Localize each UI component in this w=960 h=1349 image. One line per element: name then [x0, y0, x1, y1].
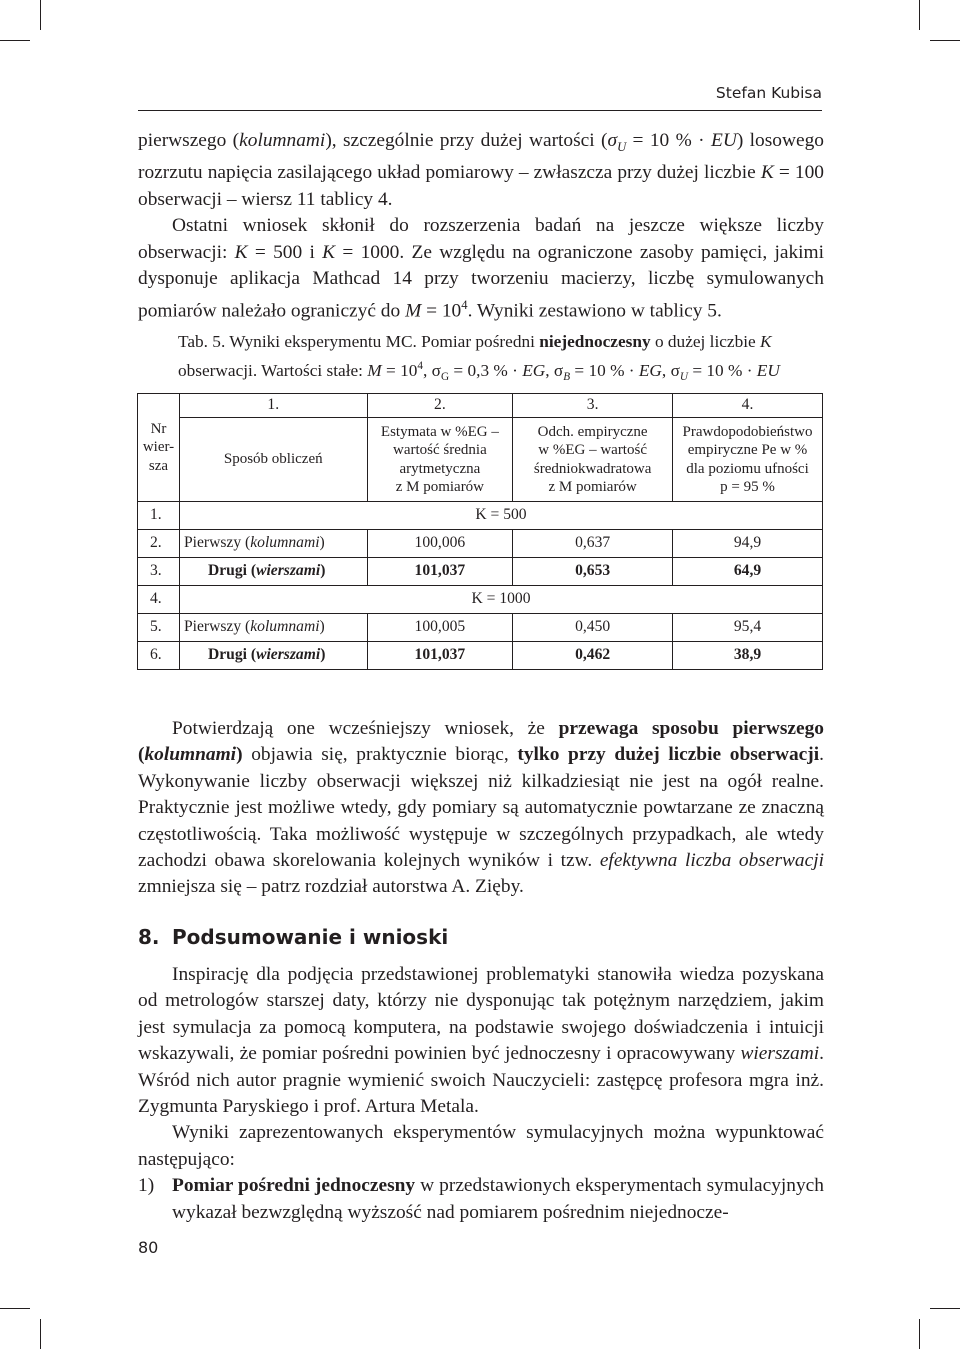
k-span-cell: K = 500 [179, 502, 822, 530]
header-rule [138, 110, 822, 111]
crop-mark [919, 0, 920, 30]
table-row: 6. Drugi (wierszami) 101,037 0,462 38,9 [138, 642, 823, 670]
crop-mark [930, 40, 960, 41]
col-header-deviation: Odch. empiryczne w %EG – wartość średniokwadratowa z M pomiarów [513, 418, 673, 502]
conclusion-paragraph: Potwierdzają one wcześniejszy wniosek, że przewaga sposobu pierwszego (kolumnami) objawia się, praktycznie biorąc, tylko przy dużej liczbie obserwacji. Wykonywanie liczby obserwacji większej niż kilkadziesiąt nie jest na ogół realne. Praktycznie jest możliwe wtedy, gdy pomiary są automatycznie powtarzane ze znaczną częstotliwością. Taka możliwość występuje w szczególnych przypadkach, ale wtedy zachodzi obawa skorelowania kolejnych wyników i tzw. efektywna liczba obserwacji zmniejsza się – patrz rozdział autorstwa A. Zięby. [138, 718, 825, 898]
crop-mark [0, 1308, 30, 1309]
table-row: 2. Pierwszy (kolumnami) 100,006 0,637 94,9 [138, 530, 823, 558]
section-heading [138, 925, 448, 949]
running-header [138, 84, 822, 102]
table-caption: Tab. 5. Wyniki eksperymentu MC. Pomiar pośredni niejednoczesny o dużej liczbie K obserwacji. Wartości stałe: $M = 10^4$, $\sigma_G = 0,3$ % · EG, $\sigma_B = 10$ % · EG, $\sigma_U = 10$ % · EU [178, 332, 780, 384]
crop-mark [0, 40, 30, 41]
col-num-3: 3. [513, 394, 673, 418]
k-span-cell: K = 1000 [179, 586, 822, 614]
col-num-1: 1. [179, 394, 367, 418]
results-table [137, 393, 823, 670]
table-row: 3. Drugi (wierszami) 101,037 0,653 64,9 [138, 558, 823, 586]
col-num-4: 4. [673, 394, 823, 418]
table-row: 5. Pierwszy (kolumnami) 100,005 0,450 95,4 [138, 614, 823, 642]
table-row: 1. K = 500 [138, 502, 823, 530]
col-num-2: 2. [367, 394, 513, 418]
section-number: 8. [138, 925, 160, 949]
table-header-row [138, 418, 823, 502]
section-paragraph-2: Wyniki zaprezentowanych eksperymentów symulacyjnych można wypunktować następująco: [138, 1122, 824, 1170]
conclusion-text [138, 716, 824, 901]
intro-text [138, 128, 824, 325]
col-header-probability: Prawdopodobieństwo empiryczne Pe w % dla poziomu ufności p = 95 % [673, 418, 823, 502]
col-header-method: Sposób obliczeń [179, 418, 367, 502]
list-marker: 1) [138, 1175, 155, 1197]
table-column-numbers-row [138, 394, 823, 418]
section-title-text: Podsumowanie i wnioski [172, 925, 449, 949]
method-cell: Drugi (wierszami) [179, 558, 367, 586]
header-author: Stefan Kubisa [715, 84, 822, 102]
col-header-estimate: Estymata w %EG – wartość średnia arytmetyczna z M pomiarów [367, 418, 513, 502]
intro-paragraph-2: Ostatni wniosek skłonił do rozszerzenia badań na jeszcze większe liczby obserwacji: K = 500 i K = 1000. Ze względu na ograniczone zasoby pamięci, jakimi dysponuje aplikacja Mathcad 14 przy tworzeniu macierzy, liczbę symulowanych pomiarów należało ograniczyć do $M = 10^4$. Wyniki zestawiono w tablicy 5. [138, 215, 824, 322]
table-row: 4. K = 1000 [138, 586, 823, 614]
method-cell: Pierwszy (kolumnami) [179, 614, 367, 642]
crop-mark [930, 1308, 960, 1309]
section-paragraph-1: Inspirację dla podjęcia przedstawionej problematyki stanowiła wiedza pozyskana od metrologów starszej daty, którzy nie dysponując tak potężnym narzędziem, jakim jest symulacja za pomocą komputera, na podstawie swojego doświadczenia i intuicji wskazywali, że pomiar pośredni powinien być jednoczesny i opracowywany wierszami. Wśród nich autor pragnie wymienić swoich Nauczycieli: zastępcę profesora mgra inż. Zygmunta Paryskiego i prof. Artura Metala. [138, 964, 824, 1118]
method-cell: Pierwszy (kolumnami) [179, 530, 367, 558]
nr-header: Nr wier- sza [138, 394, 180, 502]
list-item-body: Pomiar pośredni jednoczesny w przedstawionych eksperymentach symulacyjnych wykazał bezwzględną wyższość nad pomiarem pośrednim niejednocze- [172, 1175, 824, 1223]
crop-mark [919, 1319, 920, 1349]
crop-mark [40, 1319, 41, 1349]
crop-mark [40, 0, 41, 30]
intro-paragraph-1: pierwszego (kolumnami), szczególnie przy dużej wartości ($\sigma_U = 10$ % · EU) losowego rozrzutu napięcia zasilającego układ pomiarowy – zwłaszcza przy dużej liczbie K = 100 obserwacji – wiersz 11 tablicy 4. [138, 130, 825, 210]
section-body [138, 962, 824, 1226]
list-item [138, 1173, 824, 1226]
method-cell: Drugi (wierszami) [179, 642, 367, 670]
page-number: 80 [138, 1238, 159, 1257]
